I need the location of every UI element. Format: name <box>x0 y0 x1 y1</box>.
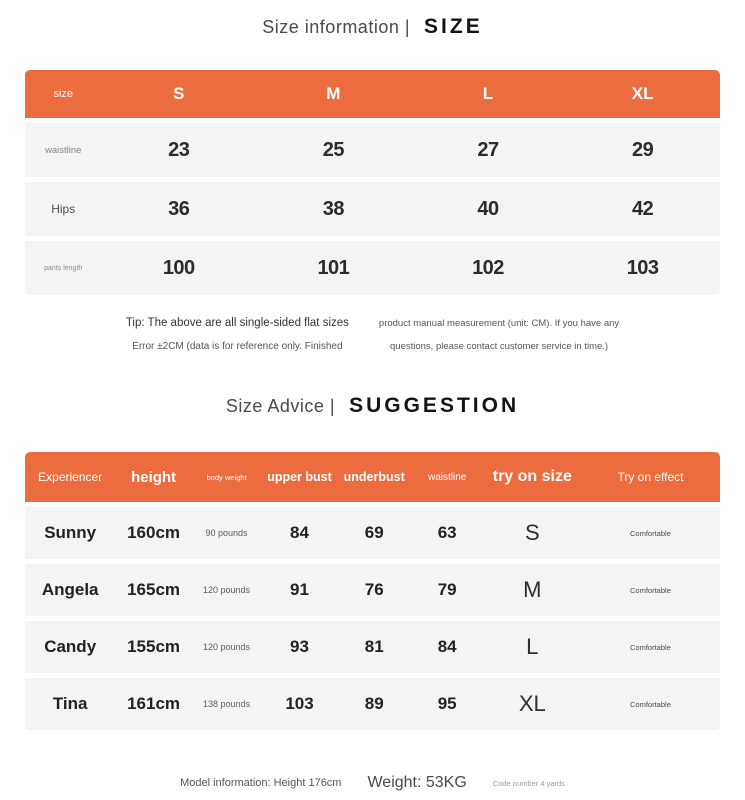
upper-bust-value: 103 <box>285 694 314 713</box>
advice-row-candy <box>25 621 720 673</box>
body-weight-value: 90 pounds <box>205 528 248 538</box>
row-label-pants-length: pants length <box>44 264 83 272</box>
size-row-waistline <box>25 123 720 177</box>
tip-right-column <box>379 312 619 358</box>
experiencer-name: Candy <box>44 637 97 656</box>
hips-value-m: 38 <box>322 197 344 220</box>
body-weight-value: 120 pounds <box>203 642 251 652</box>
waistline-value: 95 <box>437 694 457 713</box>
hips-value-s: 36 <box>168 197 190 220</box>
upper-bust-value: 84 <box>290 523 309 542</box>
hips-value-l: 40 <box>477 197 499 220</box>
size-info-title: Size information | <box>262 17 411 37</box>
try-on-size-value: M <box>523 577 542 602</box>
waistline-value-s: 23 <box>168 138 190 161</box>
model-info-footer <box>0 774 745 792</box>
size-col-s: S <box>173 84 185 103</box>
size-col-m: M <box>326 84 341 103</box>
tip-line-2: Error ±2CM (data is for reference only. Finished <box>132 341 343 352</box>
header-upper-bust: upper bust <box>267 470 332 484</box>
waistline-value: 79 <box>437 580 457 599</box>
pants-length-value-xl: 103 <box>626 256 659 279</box>
hips-value-xl: 42 <box>632 197 654 220</box>
advice-row-tina <box>25 678 720 730</box>
model-height-text: Model information: Height 176cm <box>180 777 342 789</box>
height-value: 160cm <box>127 523 181 542</box>
measurement-tip <box>0 312 745 358</box>
header-underbust: underbust <box>343 470 405 484</box>
size-col-l: L <box>482 84 494 103</box>
waistline-value-m: 25 <box>322 138 344 161</box>
tip-line-4: questions, please contact customer service in time.) <box>390 341 609 352</box>
height-value: 165cm <box>127 580 181 599</box>
pants-length-value-s: 100 <box>162 256 195 279</box>
pants-length-value-m: 101 <box>317 256 350 279</box>
size-col-xl: XL <box>631 84 654 103</box>
size-info-heading <box>0 0 745 41</box>
size-row-pants-length <box>25 241 720 295</box>
advice-row-angela <box>25 564 720 616</box>
advice-row-sunny <box>25 507 720 559</box>
try-on-effect-value: Comfortable <box>630 642 671 652</box>
height-value: 155cm <box>127 637 181 656</box>
tip-line-3: product manual measurement (unit: CM). If you have any <box>378 318 620 329</box>
header-height: height <box>131 468 177 486</box>
size-table-header <box>25 70 720 118</box>
experiencer-name: Sunny <box>44 523 97 542</box>
size-table <box>25 70 720 295</box>
body-weight-value: 138 pounds <box>203 699 251 709</box>
size-row-hips <box>25 182 720 236</box>
body-weight-value: 120 pounds <box>203 585 251 595</box>
row-label-hips: Hips <box>51 202 76 216</box>
try-on-size-value: S <box>524 520 540 545</box>
size-info-title-emphasis: SIZE <box>424 15 483 38</box>
try-on-effect-value: Comfortable <box>630 528 671 538</box>
underbust-value: 76 <box>364 580 384 599</box>
header-waistline: waistline <box>427 471 467 483</box>
underbust-value: 89 <box>364 694 384 713</box>
waistline-value-xl: 29 <box>632 138 654 161</box>
model-weight-text: Weight: 53KG <box>367 774 467 791</box>
header-try-on-effect: Try on effect <box>617 470 684 484</box>
size-advice-title-emphasis: SUGGESTION <box>349 394 520 417</box>
pants-length-value-l: 102 <box>472 256 504 279</box>
header-try-on-size: try on size <box>492 468 572 485</box>
upper-bust-value: 93 <box>290 637 309 656</box>
size-advice-heading <box>0 394 745 424</box>
try-on-size-value: L <box>526 634 539 659</box>
experiencer-name: Tina <box>52 694 88 713</box>
experiencer-name: Angela <box>41 580 99 599</box>
try-on-effect-value: Comfortable <box>630 699 671 709</box>
waistline-value: 84 <box>437 637 457 656</box>
underbust-value: 69 <box>364 523 384 542</box>
row-label-waistline: waistline <box>45 144 82 156</box>
size-corner-label: size <box>53 88 73 100</box>
header-body-weight: body weight <box>206 472 247 482</box>
model-code-text: Code number 4 yards <box>492 778 565 788</box>
size-advice-title: Size Advice | <box>225 396 336 416</box>
waistline-value-l: 27 <box>477 138 499 161</box>
underbust-value: 81 <box>364 637 384 656</box>
height-value: 161cm <box>127 694 181 713</box>
advice-table <box>25 452 720 730</box>
waistline-value: 63 <box>437 523 457 542</box>
advice-table-header <box>25 452 720 502</box>
tip-left-column <box>126 312 349 358</box>
tip-line-1: Tip: The above are all single-sided flat sizes <box>125 317 349 329</box>
header-experiencer: Experiencer <box>38 470 103 484</box>
try-on-size-value: XL <box>518 691 546 716</box>
try-on-effect-value: Comfortable <box>630 585 671 595</box>
upper-bust-value: 91 <box>290 580 309 599</box>
